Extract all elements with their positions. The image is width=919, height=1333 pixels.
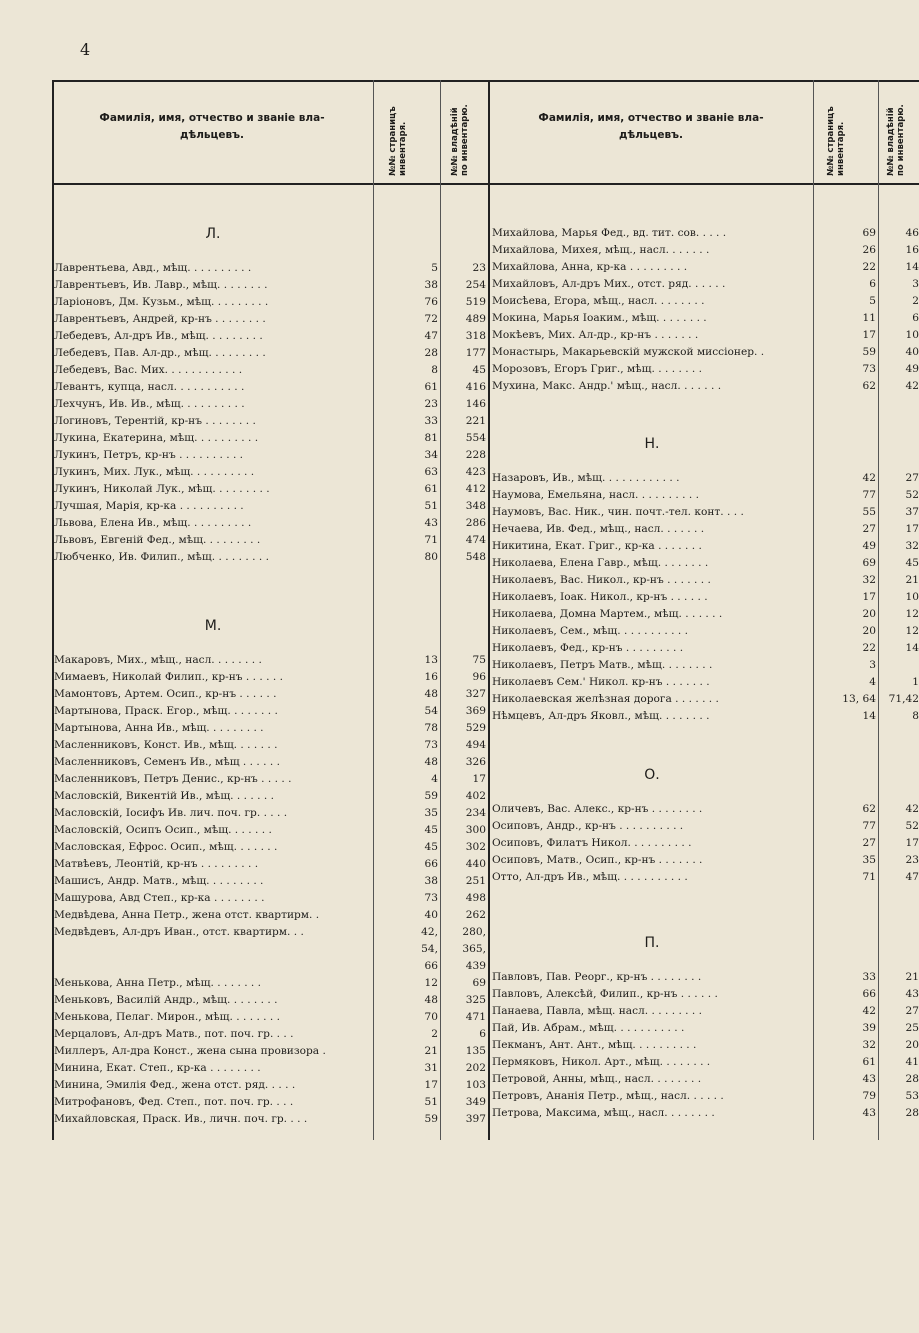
owner-name: Николаевъ, Сем., мѣщ. . . . . . . . . . . [492, 625, 688, 637]
owner-name: Мухина, Макс. Андр.' мѣщ., насл. . . . . . . [492, 380, 722, 392]
inventory-page-number: 81 [424, 432, 438, 444]
property-number: 20 [905, 1039, 919, 1051]
owner-name: Морозовъ, Егоръ Григ., мѣщ. . . . . . . . [492, 363, 703, 375]
property-number: 254 [465, 279, 486, 291]
property-number: 280, [462, 926, 486, 938]
inventory-page-number: 70 [424, 1011, 438, 1023]
header-inv-left: №№ владѣній по инвентарю. [450, 104, 470, 176]
owner-name: Мартынова, Анна Ив., мѣщ. . . . . . . . . [54, 722, 264, 734]
inventory-page-number: 71 [862, 871, 876, 883]
inventory-page-number: 69 [862, 557, 876, 569]
section-letter: Л. [205, 226, 221, 242]
owner-name: Лукина, Екатерина, мѣщ. . . . . . . . . . [54, 432, 259, 444]
owner-name: Менькова, Анна Петр., мѣщ. . . . . . . . [54, 977, 262, 989]
inventory-page-number: 49 [862, 540, 876, 552]
inventory-page-number: 28 [424, 347, 438, 359]
owner-name: Мимаевъ, Николай Филип., кр-нъ . . . . . . [54, 671, 283, 683]
owner-name: Ларіоновъ, Дм. Кузьм., мѣщ. . . . . . . . . [54, 296, 269, 308]
property-number: 23 [472, 262, 486, 274]
owner-name: Михайлова, Марья Фед., вд. тит. сов. . . . . [492, 227, 727, 239]
inventory-page-number: 76 [424, 296, 438, 308]
inventory-page-number: 73 [862, 363, 876, 375]
inventory-page-number: 48 [424, 994, 438, 1006]
owner-name: Николаевъ, Петръ Матв., мѣщ. . . . . . . . [492, 659, 713, 671]
inventory-page-number: 66 [424, 858, 438, 870]
section-letter: О. [644, 767, 660, 783]
owner-name: Николаевъ Сем.' Никол. кр-нъ . . . . . . . [492, 676, 710, 688]
property-number: 440 [465, 858, 486, 870]
property-number: 3 [912, 278, 919, 290]
property-number: 489 [465, 313, 486, 325]
property-number: 529 [465, 722, 486, 734]
property-number: 28 [905, 1107, 919, 1119]
owner-name: Никитина, Екат. Григ., кр-ка . . . . . . . [492, 540, 702, 552]
property-number: 554 [465, 432, 486, 444]
owner-name: Медвѣдева, Анна Петр., жена отст. квартирм. . [54, 909, 320, 921]
property-number: 14 [905, 261, 919, 273]
property-number: 300 [465, 824, 486, 836]
owner-name: Масловскій, Осипъ Осип., мѣщ. . . . . . . [54, 824, 272, 836]
inventory-page-number: 21 [424, 1045, 438, 1057]
owner-name: Николаевская желѣзная дорога . . . . . . . [492, 693, 719, 705]
property-number: 251 [465, 875, 486, 887]
property-number: 325 [465, 994, 486, 1006]
property-number: 498 [465, 892, 486, 904]
owner-name: Львова, Елена Ив., мѣщ. . . . . . . . . . [54, 517, 252, 529]
inventory-page-number: 79 [862, 1090, 876, 1102]
owner-name: Наумовъ, Вас. Ник., чин. почт.-тел. конт. . . . [492, 506, 744, 518]
owner-name: Михайлова, Михея, мѣщ., насл. . . . . . . [492, 244, 710, 256]
property-number: 6 [912, 312, 919, 324]
property-number: 135 [465, 1045, 486, 1057]
owner-name: Макаровъ, Мих., мѣщ., насл. . . . . . . . [54, 654, 262, 666]
property-number: 49 [905, 363, 919, 375]
inventory-page-number: 17 [862, 591, 876, 603]
section-letter: М. [204, 618, 222, 634]
inventory-page-number: 54, [421, 943, 438, 955]
property-number: 42 [905, 380, 919, 392]
inventory-page-number: 71 [424, 534, 438, 546]
property-number: 349 [465, 1096, 486, 1108]
owner-name: Николаевъ, Вас. Никол., кр-нъ . . . . . . . [492, 574, 711, 586]
inventory-page-number: 62 [862, 803, 876, 815]
property-number: 103 [465, 1079, 486, 1091]
inventory-page-number: 38 [424, 279, 438, 291]
property-number: 27 [905, 1005, 919, 1017]
inventory-page-number: 16 [424, 671, 438, 683]
property-number: 17 [905, 837, 919, 849]
owner-name: Моисѣева, Егора, мѣщ., насл. . . . . . . . [492, 295, 705, 307]
inventory-page-number: 42, [421, 926, 438, 938]
property-number: 474 [465, 534, 486, 546]
property-number: 32 [905, 540, 919, 552]
owner-name: Логиновъ, Терентій, кр-нъ . . . . . . . . [54, 415, 256, 427]
inventory-page-number: 55 [862, 506, 876, 518]
owner-name: Павловъ, Алексѣй, Филип., кр-нъ . . . . . . [492, 988, 718, 1000]
property-number: 8 [912, 710, 919, 722]
property-number: 369 [465, 705, 486, 717]
property-number: 45 [905, 557, 919, 569]
property-number: 41 [905, 1056, 919, 1068]
property-number: 43 [905, 988, 919, 1000]
inventory-page-number: 73 [424, 739, 438, 751]
owner-name: Лаврентьевъ, Андрей, кр-нъ . . . . . . . . [54, 313, 266, 325]
inventory-page-number: 17 [862, 329, 876, 341]
property-number: 471 [465, 1011, 486, 1023]
owner-name: Лаврентьева, Авд., мѣщ. . . . . . . . . . [54, 262, 252, 274]
inventory-page-number: 6 [869, 278, 876, 290]
owner-name: Петровъ, Ананія Петр., мѣщ., насл. . . . . . [492, 1090, 724, 1102]
property-number: 402 [465, 790, 486, 802]
owner-name: Лукинъ, Петръ, кр-нъ . . . . . . . . . . [54, 449, 244, 461]
header-page-right: №№ страницъ инвентаря. [826, 106, 846, 176]
inventory-page-number: 51 [424, 1096, 438, 1108]
inventory-page-number: 45 [424, 841, 438, 853]
property-number: 494 [465, 739, 486, 751]
inventory-page-number: 32 [862, 1039, 876, 1051]
inventory-page-number: 61 [862, 1056, 876, 1068]
property-number: 37 [905, 506, 919, 518]
property-number: 46 [905, 227, 919, 239]
property-number: 14 [905, 642, 919, 654]
property-number: 21 [905, 971, 919, 983]
owner-name: Лехчунъ, Ив. Ив., мѣщ. . . . . . . . . . [54, 398, 245, 410]
owner-name: Николаева, Домна Мартем., мѣщ. . . . . . . [492, 608, 723, 620]
owner-name: Левантъ, купца, насл. . . . . . . . . . . [54, 381, 245, 393]
property-number: 12 [905, 608, 919, 620]
owner-name: Лебедевъ, Вас. Мих. . . . . . . . . . . . [54, 364, 243, 376]
inventory-page-number: 27 [862, 523, 876, 535]
page-number: 4 [80, 40, 91, 59]
inventory-page-number: 23 [424, 398, 438, 410]
property-number: 202 [465, 1062, 486, 1074]
owner-name: Меньковъ, Василій Андр., мѣщ. . . . . . . . [54, 994, 278, 1006]
owner-name: Павловъ, Пав. Реорг., кр-нъ . . . . . . . . [492, 971, 702, 983]
owner-name: Лучшая, Марія, кр-ка . . . . . . . . . . [54, 500, 244, 512]
property-number: 10 [905, 329, 919, 341]
owner-name: Петрова, Максима, мѣщ., насл. . . . . . . . [492, 1107, 715, 1119]
property-number: 23 [905, 854, 919, 866]
inventory-page-number: 63 [424, 466, 438, 478]
owner-name: Масловскій, Викентій Ив., мѣщ. . . . . . . [54, 790, 274, 802]
property-number: 262 [465, 909, 486, 921]
owner-name: Назаровъ, Ив., мѣщ. . . . . . . . . . . . [492, 472, 680, 484]
inventory-page-number: 35 [862, 854, 876, 866]
property-number: 52 [905, 820, 919, 832]
property-number: 326 [465, 756, 486, 768]
inventory-page-number: 31 [424, 1062, 438, 1074]
property-number: 302 [465, 841, 486, 853]
inventory-page-number: 40 [424, 909, 438, 921]
property-number: 45 [472, 364, 486, 376]
owner-name: Нечаева, Ив. Фед., мѣщ., насл. . . . . . . [492, 523, 705, 535]
owner-name: Мерцаловъ, Ал-дръ Матв., пот. поч. гр. . . . [54, 1028, 294, 1040]
property-number: 412 [465, 483, 486, 495]
inventory-page-number: 39 [862, 1022, 876, 1034]
property-number: 397 [465, 1113, 486, 1125]
inventory-page-number: 80 [424, 551, 438, 563]
property-number: 69 [472, 977, 486, 989]
owner-name: Оличевъ, Вас. Алекс., кр-нъ . . . . . . . . [492, 803, 703, 815]
section-letter: П. [644, 935, 660, 951]
inventory-page-number: 66 [424, 960, 438, 972]
inventory-page-number: 42 [862, 1005, 876, 1017]
inventory-page-number: 11 [862, 312, 876, 324]
property-number: 71,42 [888, 693, 919, 705]
inventory-page-number: 62 [862, 380, 876, 392]
owner-name: Михайловъ, Ал-дръ Мих., отст. ряд. . . . . . [492, 278, 726, 290]
inventory-page-number: 22 [862, 642, 876, 654]
inventory-page-number: 12 [424, 977, 438, 989]
inventory-page-number: 27 [862, 837, 876, 849]
inventory-page-number: 73 [424, 892, 438, 904]
owner-name: Наумова, Емельяна, насл. . . . . . . . . . [492, 489, 699, 501]
inventory-page-number: 47 [424, 330, 438, 342]
owner-name: Митрофановъ, Фед. Степ., пот. поч. гр. . . . [54, 1096, 294, 1108]
inventory-page-number: 45 [424, 824, 438, 836]
owner-name: Мартынова, Праск. Егор., мѣщ. . . . . . . . [54, 705, 278, 717]
owner-name: Николаевъ, Фед., кр-нъ . . . . . . . . . [492, 642, 684, 654]
inventory-page-number: 35 [424, 807, 438, 819]
inventory-page-number: 26 [862, 244, 876, 256]
owner-name: Мамонтовъ, Артем. Осип., кр-нъ . . . . . . [54, 688, 277, 700]
inventory-page-number: 42 [862, 472, 876, 484]
property-number: 228 [465, 449, 486, 461]
owner-name: Масловская, Ефрос. Осип., мѣщ. . . . . . . [54, 841, 278, 853]
property-number: 47 [905, 871, 919, 883]
inventory-page-number: 72 [424, 313, 438, 325]
owner-name: Лукинъ, Николай Лук., мѣщ. . . . . . . . . [54, 483, 270, 495]
owner-name: Матвѣевъ, Леонтій, кр-нъ . . . . . . . . . [54, 858, 259, 870]
property-number: 234 [465, 807, 486, 819]
owner-name: Николаева, Елена Гавр., мѣщ. . . . . . . . [492, 557, 709, 569]
owner-name: Панаева, Павла, мѣщ. насл. . . . . . . . . [492, 1005, 703, 1017]
inventory-page-number: 43 [862, 1073, 876, 1085]
inventory-page-number: 8 [431, 364, 438, 376]
inventory-page-number: 5 [431, 262, 438, 274]
owner-name: Любченко, Ив. Филип., мѣщ. . . . . . . . . [54, 551, 269, 563]
property-number: 2 [912, 295, 919, 307]
owner-name: Николаевъ, Іоак. Никол., кр-нъ . . . . . . [492, 591, 708, 603]
property-number: 327 [465, 688, 486, 700]
property-number: 16 [905, 244, 919, 256]
owner-name: Пермяковъ, Никол. Арт., мѣщ. . . . . . . . [492, 1056, 711, 1068]
property-number: 17 [472, 773, 486, 785]
property-number: 12 [905, 625, 919, 637]
owner-name: Мокина, Марья Іоаким., мѣщ. . . . . . . . [492, 312, 707, 324]
owner-name: Львовъ, Евгеній Фед., мѣщ. . . . . . . . . [54, 534, 261, 546]
header-name-right: Фамилія, имя, отчество и званіе вла- дѣльцевъ. [538, 112, 764, 141]
inventory-page-number: 48 [424, 756, 438, 768]
inventory-page-number: 43 [424, 517, 438, 529]
property-number: 423 [465, 466, 486, 478]
property-number: 52 [905, 489, 919, 501]
property-number: 365, [462, 943, 486, 955]
inventory-page-number: 14 [862, 710, 876, 722]
owner-name: Менькова, Пелаг. Мирон., мѣщ. . . . . . . . [54, 1011, 281, 1023]
property-number: 146 [465, 398, 486, 410]
property-number: 27 [905, 472, 919, 484]
property-number: 519 [465, 296, 486, 308]
property-number: 42 [905, 803, 919, 815]
inventory-page-number: 38 [424, 875, 438, 887]
inventory-page-number: 13, 64 [842, 693, 876, 705]
property-number: 10 [905, 591, 919, 603]
owner-name: Пай, Ив. Абрам., мѣщ. . . . . . . . . . . [492, 1022, 685, 1034]
inventory-page-number: 43 [862, 1107, 876, 1119]
property-number: 28 [905, 1073, 919, 1085]
inventory-page-number: 77 [862, 489, 876, 501]
property-number: 6 [479, 1028, 486, 1040]
owner-name: Лебедевъ, Ал-дръ Ив., мѣщ. . . . . . . . . [54, 330, 263, 342]
inventory-page-number: 48 [424, 688, 438, 700]
inventory-page-number: 69 [862, 227, 876, 239]
property-number: 439 [465, 960, 486, 972]
inventory-page-number: 17 [424, 1079, 438, 1091]
header-inv-right: №№ владѣній по инвентарю. [886, 104, 906, 176]
owner-name: Лебедевъ, Пав. Ал-др., мѣщ. . . . . . . . . [54, 347, 266, 359]
owner-name: Михайлова, Анна, кр-ка . . . . . . . . . [492, 261, 688, 273]
property-number: 17 [905, 523, 919, 535]
header-name-left: Фамилія, имя, отчество и званіе вла- дѣльцевъ. [99, 112, 325, 141]
inventory-page-number: 59 [424, 790, 438, 802]
inventory-page-number: 59 [424, 1113, 438, 1125]
inventory-page-number: 33 [424, 415, 438, 427]
owner-name: Петровой, Анны, мѣщ., насл. . . . . . . . [492, 1073, 702, 1085]
property-number: 318 [465, 330, 486, 342]
inventory-page-number: 20 [862, 608, 876, 620]
inventory-page-number: 4 [431, 773, 438, 785]
inventory-page-number: 78 [424, 722, 438, 734]
header-page-left: №№ страницъ инвентаря. [388, 106, 408, 176]
owner-name: Минина, Екат. Степ., кр-ка . . . . . . . . [54, 1062, 261, 1074]
inventory-page-number: 4 [869, 676, 876, 688]
inventory-page-number: 33 [862, 971, 876, 983]
property-number: 1 [912, 676, 919, 688]
property-number: 40 [905, 346, 919, 358]
inventory-page-number: 54 [424, 705, 438, 717]
inventory-page-number: 3 [869, 659, 876, 671]
owner-name: Пекманъ, Ант. Ант., мѣщ. . . . . . . . . . [492, 1039, 697, 1051]
owner-name: Осиповъ, Филатъ Никол. . . . . . . . . . [492, 837, 692, 849]
inventory-page-number: 20 [862, 625, 876, 637]
property-number: 96 [472, 671, 486, 683]
owner-name: Мокѣевъ, Мих. Ал-др., кр-нъ . . . . . . . [492, 329, 699, 341]
owner-name: Минина, Эмилія Фед., жена отст. ряд. . . . . [54, 1079, 296, 1091]
owner-name: Лукинъ, Мих. Лук., мѣщ. . . . . . . . . . [54, 466, 255, 478]
section-letter: Н. [644, 436, 660, 452]
inventory-page-number: 22 [862, 261, 876, 273]
owner-name: Миллеръ, Ал-дра Конст., жена сына провизора . [54, 1045, 326, 1057]
owner-name: Машисъ, Андр. Матв., мѣщ. . . . . . . . . [54, 875, 264, 887]
inventory-page-number: 61 [424, 381, 438, 393]
property-number: 416 [465, 381, 486, 393]
property-number: 221 [465, 415, 486, 427]
inventory-page-number: 2 [431, 1028, 438, 1040]
owner-name: Медвѣдевъ, Ал-дръ Иван., отст. квартирм. . . [54, 926, 304, 938]
owner-name: Масленниковъ, Петръ Денис., кр-нъ . . . . . [54, 773, 292, 785]
owner-name: Масловскій, Іосифъ Ив. лич. поч. гр. . . . . [54, 807, 288, 819]
owner-name: Монастырь, Макарьевскій мужской миссіонер. . [492, 346, 765, 358]
inventory-page-number: 59 [862, 346, 876, 358]
inventory-page-number: 32 [862, 574, 876, 586]
property-number: 348 [465, 500, 486, 512]
property-number: 21 [905, 574, 919, 586]
owner-name: Нѣмцевъ, Ал-дръ Яковл., мѣщ. . . . . . . . [492, 710, 710, 722]
property-number: 53 [905, 1090, 919, 1102]
inventory-page-number: 13 [424, 654, 438, 666]
property-number: 177 [465, 347, 486, 359]
inventory-page-number: 66 [862, 988, 876, 1000]
owner-name: Масленниковъ, Конст. Ив., мѣщ. . . . . . . [54, 739, 278, 751]
inventory-page-number: 5 [869, 295, 876, 307]
inventory-page-number: 51 [424, 500, 438, 512]
owner-name: Машурова, Авд Степ., кр-ка . . . . . . . . [54, 892, 265, 904]
property-number: 75 [472, 654, 486, 666]
owner-name: Масленниковъ, Семенъ Ив., мѣщ . . . . . . [54, 756, 280, 768]
inventory-page-number: 77 [862, 820, 876, 832]
owner-name: Осиповъ, Матв., Осип., кр-нъ . . . . . . . [492, 854, 703, 866]
owner-name: Осиповъ, Андр., кр-нъ . . . . . . . . . . [492, 820, 684, 832]
property-number: 548 [465, 551, 486, 563]
inventory-page-number: 61 [424, 483, 438, 495]
property-number: 286 [465, 517, 486, 529]
owner-name: Лаврентьевъ, Ив. Лавр., мѣщ. . . . . . . . [54, 279, 268, 291]
property-number: 25 [905, 1022, 919, 1034]
owner-name: Отто, Ал-дръ Ив., мѣщ. . . . . . . . . . . [492, 871, 688, 883]
inventory-page-number: 34 [424, 449, 438, 461]
owner-name: Михайловская, Праск. Ив., личн. поч. гр. . . . [54, 1113, 308, 1125]
